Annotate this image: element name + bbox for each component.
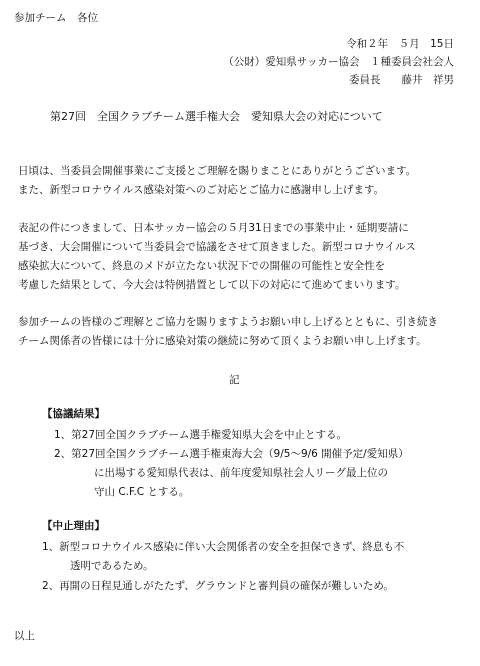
addressee: 参加チーム 各位 bbox=[14, 12, 98, 24]
greeting-line: また、新型コロナウイルス感染対策へのご対応とご協力に感謝申し上げます。 bbox=[18, 184, 385, 196]
result-item-continued: に出場する愛知県代表は、前年度愛知県社会人リーグ最上位の bbox=[94, 467, 388, 479]
closing: 以上 bbox=[14, 630, 35, 642]
reason-item-continued: 透明であるため。 bbox=[70, 560, 154, 572]
result-item: 2、第27回全国クラブチーム選手権東海大会（9/5〜9/6 開催予定/愛知県） bbox=[54, 448, 409, 460]
paragraph-line: 参加チームの皆様のご理解とご協力を賜りますようお願い申し上げるとともに、引き続き bbox=[18, 316, 438, 328]
reasons-heading: 【中止理由】 bbox=[42, 520, 105, 532]
date: 令和２年 ５月 15日 bbox=[346, 38, 454, 50]
sender-organization: （公財）愛知県サッカー協会 １種委員会社会人 bbox=[223, 56, 454, 68]
paragraph-line: 表記の件につきまして、日本サッカー協会の５月31日までの事業中止・延期要請に bbox=[18, 222, 409, 234]
paragraph-line: 考慮した結果として、今大会は特例措置として以下の対応にて進めてまいります。 bbox=[18, 279, 406, 291]
paragraph-line: チーム関係者の皆様には十分に感染対策の継続に努めて頂くようお願い申し上げます。 bbox=[18, 335, 427, 347]
paragraph-line: 感染拡大について、終息のメドが立たない状況下での開催の可能性と安全性を bbox=[18, 260, 386, 272]
sender-person: 委員長 藤井 祥男 bbox=[349, 74, 454, 86]
paragraph-line: 基づき、大会開催について当委員会で協議をさせて頂きました。新型コロナウイルス bbox=[18, 241, 416, 253]
document-title: 第27回 全国クラブチーム選手権大会 愛知県大会の対応について bbox=[50, 110, 383, 123]
result-item-continued: 守山 C.F.C とする。 bbox=[94, 486, 190, 498]
results-heading: 【協議結果】 bbox=[42, 408, 105, 420]
result-item: 1、第27回全国クラブチーム選手権愛知県大会を中止とする。 bbox=[54, 429, 348, 441]
reason-item: 2、再開の日程見通しがたたず、グラウンドと審判員の確保が難しいため。 bbox=[42, 580, 394, 592]
greeting-line: 日頃は、当委員会開催事業にご支援とご理解を賜りまことにありがとうございます。 bbox=[18, 165, 417, 177]
ki-mark: 記 bbox=[229, 374, 240, 386]
reason-item: 1、新型コロナウイルス感染に伴い大会関係者の安全を担保できず、終息も不 bbox=[42, 541, 405, 553]
